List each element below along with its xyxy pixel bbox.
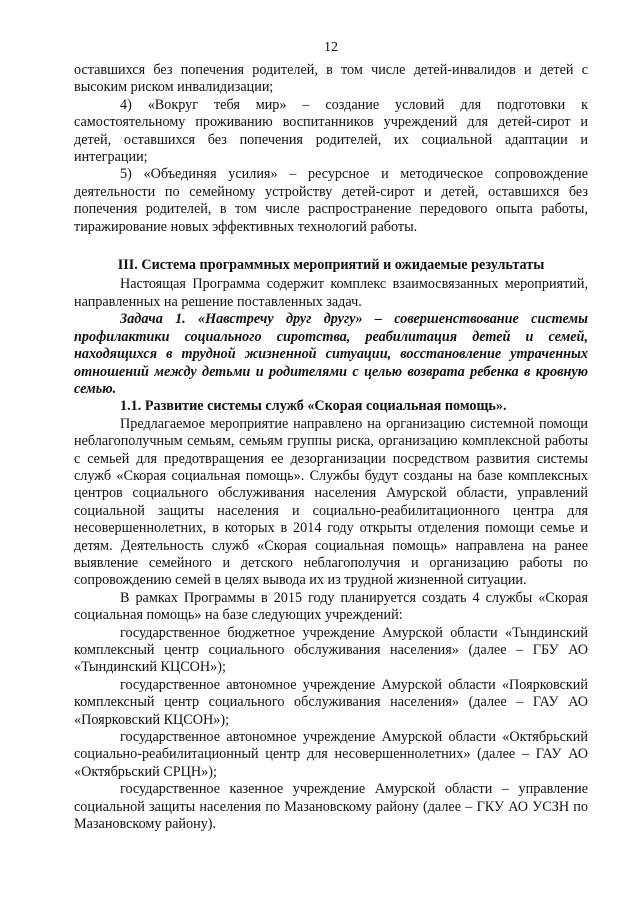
institution-item: государственное автономное учреждение Амурской области «Поярковский комплексный центр социального обслуживания населения» (далее – ГАУ АО «Поярковский КЦСОН»); [74,676,588,728]
list-item-4: 4) «Вокруг тебя мир» – создание условий для подготовки к самостоятельному проживанию воспитанников учреждений для детей-сирот и детей, оставшихся без попечения родителей, их социальной адаптации и интеграции; [74,96,588,166]
institution-item: государственное автономное учреждение Амурской области «Октябрьский социально-реабилитационный центр для несовершеннолетних» (далее – ГАУ АО «Октябрьский СРЦН»); [74,729,588,780]
paragraph: оставшихся без попечения родителей, в том числе детей-инвалидов и детей с высоким риском инвалидизации; [74,62,588,96]
institution-item: государственное казенное учреждение Амурской области – управление социальной защиты населения по Мазановскому району (далее – ГКУ АО УСЗН по Мазановскому району). [74,781,588,833]
paragraph: В рамках Программы в 2015 году планируется создать 4 службы «Скорая социальная помощь» на базе следующих учреждений: [74,589,588,624]
paragraph: Предлагаемое мероприятие направлено на организацию системной помощи неблагополучным семьям, семьям группы риска, организацию комплексной работы с семьей для предотвращения ее дезорганизации посредством развития системы служб «Скорая социальная помощь». Службы будут созданы на базе комплексных центров социального обслуживания населения Амурской области, управлений социальной защиты населения и социально-реабилитационного центра для несовершеннолетних, в которых в 2014 году открыты отделения помощи семье и детям. Деятельность служб «Скорая социальная помощь» направлена на ранее выявление семейного и детского неблагополучия и организацию работы по сопровождению семей в целях вывода их из трудной жизненной ситуации. [74,415,588,589]
document-body [74,62,588,833]
section-heading: III. Система программных мероприятий и ожидаемые результаты [117,257,545,274]
list-item-5: 5) «Объединяя усилия» – ресурсное и методическое сопровождение деятельности по семейному устройству детей-сирот и детей, оставшихся без попечения родителей, в том числе распространение передового опыта работы, тиражирование новых эффективных технологий работы. [74,166,588,235]
institution-item: государственное бюджетное учреждение Амурской области «Тындинский комплексный центр социального обслуживания населения» (далее – ГБУ АО «Тындинский КЦСОН»); [74,624,588,676]
subsection-heading: 1.1. Развитие системы служб «Скорая социальная помощь». [120,398,507,415]
task-heading: Задача 1. «Навстречу друг другу» – совершенствование системы профилактики социального сиротства, реабилитация детей и семей, находящихся в трудной жизненной ситуации, восстановление утраченных отношений между детьми и родителями с целью возврата ребенка в кровную семью. [74,311,588,397]
page-number: 12 [324,40,338,55]
paragraph: Настоящая Программа содержит комплекс взаимосвязанных мероприятий, направленных на решение поставленных задач. [74,276,588,310]
